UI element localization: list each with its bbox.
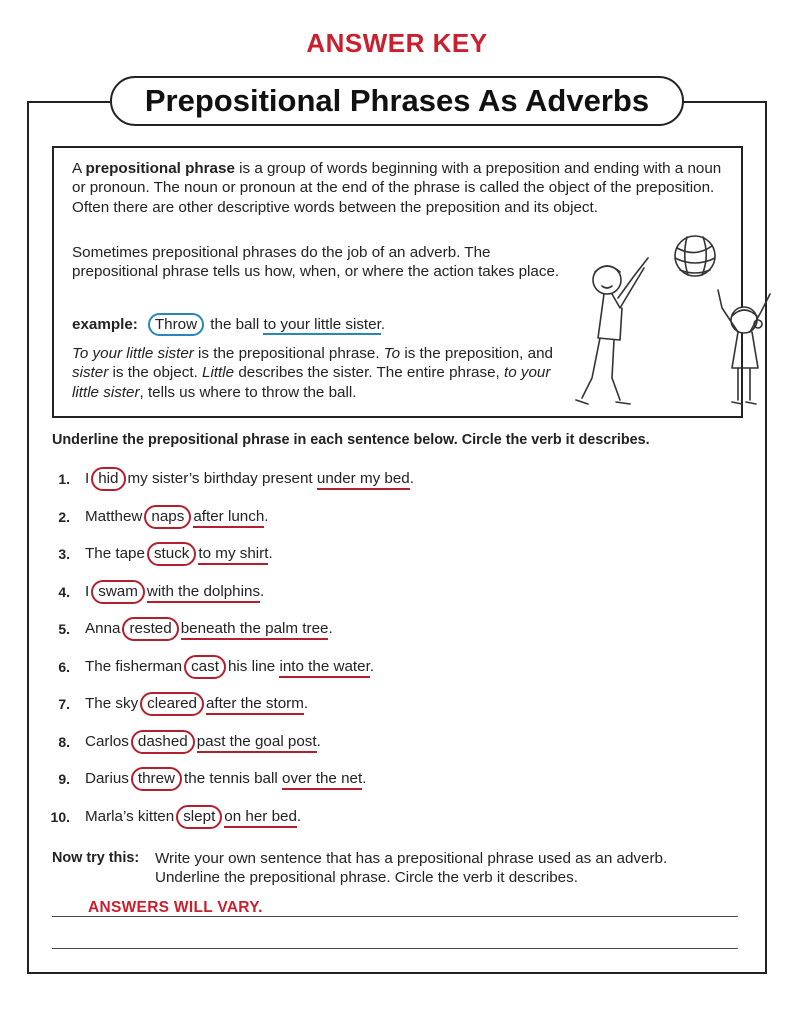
intro-text: A <box>72 160 86 177</box>
phrase-underlined: with the dolphins <box>147 583 260 603</box>
page-title: Prepositional Phrases As Adverbs <box>110 76 684 126</box>
sentence-text: Carlos <box>85 732 129 750</box>
sentence <box>85 767 366 791</box>
answer-text: ANSWERS WILL VARY. <box>88 899 263 916</box>
intro-text: is the prepositional phrase. <box>193 345 384 362</box>
item-number: 3. <box>58 546 70 562</box>
intro-text: is a group of words beginning with a preposition and ending with a noun or pronoun. The noun or pronoun at the end of the phrase is called the object of the preposition. Often there are other descriptive words between the preposition and its object. <box>72 160 722 216</box>
intro-text: is the preposition, and <box>400 345 553 362</box>
sentence-text: . <box>328 620 333 637</box>
item-number: 10. <box>50 808 70 825</box>
sentence-text: . <box>260 582 265 600</box>
intro-paragraph-explanation <box>72 344 572 402</box>
answer-line-2[interactable] <box>52 948 738 949</box>
sentence-text: Anna <box>85 620 121 637</box>
ball-icon <box>675 236 715 276</box>
sentence <box>85 580 264 604</box>
sentence <box>85 692 308 716</box>
sentence <box>85 467 414 491</box>
try-this-label: Now try this: <box>52 850 140 866</box>
example-text: . <box>380 316 386 333</box>
phrase-underlined: on her bed <box>224 808 297 828</box>
phrase-underlined: after the storm <box>206 695 304 715</box>
phrase-underlined: to my shirt <box>198 545 268 565</box>
italic-text: to your little sister <box>72 364 551 401</box>
term-bold: prepositional phrase <box>85 160 235 177</box>
item-number: 1. <box>58 471 70 487</box>
answer-key-heading: ANSWER KEY <box>306 28 488 58</box>
sentence <box>85 505 269 529</box>
sentence <box>85 730 321 754</box>
sentence-text: . <box>264 507 269 525</box>
kids-throwing-ball-illustration <box>562 228 782 428</box>
try-this-text: Write your own sentence that has a prepositional phrase used as an adverb. Underline the prepositional phrase. Circle the verb it describes. <box>155 850 668 886</box>
item-number: 8. <box>58 733 70 750</box>
italic-text: To your little sister <box>72 345 194 362</box>
phrase-underlined: past the goal post <box>197 733 317 753</box>
sentence-text: . <box>409 470 414 487</box>
item-number: 7. <box>58 696 70 712</box>
verb-circled: hid <box>91 467 125 491</box>
verb-circled: threw <box>131 767 182 791</box>
verb-circled: slept <box>176 805 222 829</box>
item-number: 4. <box>58 583 70 600</box>
girl-figure <box>718 290 770 404</box>
sentence-text: . <box>303 695 309 712</box>
sentence-text: I <box>85 470 90 487</box>
item-number: 6. <box>58 658 70 675</box>
sentence <box>85 617 333 641</box>
sentence-text: . <box>268 545 273 562</box>
italic-text: Little <box>202 364 235 382</box>
sentence-text: The tape <box>85 545 145 562</box>
sentence-text: I <box>85 582 90 600</box>
instructions: Underline the prepositional phrase in each sentence below. Circle the verb it describes. <box>52 432 650 448</box>
phrase-underlined: after lunch <box>193 508 264 528</box>
phrase-underlined: into the water <box>279 658 369 678</box>
sentence <box>85 655 374 679</box>
sentence-text: . <box>316 732 321 750</box>
sentence <box>85 805 301 829</box>
boy-figure <box>576 258 648 404</box>
verb-circled: cleared <box>140 692 204 716</box>
sentence-text: the tennis ball <box>184 770 278 787</box>
verb-circled: dashed <box>131 730 195 754</box>
intro-paragraph-definition <box>72 159 732 217</box>
phrase-underlined: under my bed <box>317 470 410 490</box>
intro-paragraph-adverb: Sometimes prepositional phrases do the job of an adverb. The prepositional phrase tells us how, when, or where the action takes place. <box>72 244 560 281</box>
example-text: the ball <box>206 316 264 333</box>
italic-text: To <box>383 345 401 362</box>
sentence-text: The sky <box>85 695 139 712</box>
sentence-text: Marla’s kitten <box>85 807 175 825</box>
example-label: example: <box>72 316 138 333</box>
sentence-text: . <box>296 807 302 825</box>
sentence <box>85 542 273 566</box>
phrase-underlined: beneath the palm tree <box>181 620 329 640</box>
sentence-text: his line <box>227 657 276 675</box>
item-number: 9. <box>58 771 70 787</box>
verb-circled: swam <box>91 580 145 604</box>
example-phrase-underlined: to your little sister <box>263 316 381 333</box>
phrase-underlined: over the net <box>282 770 362 790</box>
example-verb-circled: Throw <box>148 313 204 336</box>
intro-text: is the object. <box>108 364 203 382</box>
sentence-text: . <box>362 770 367 787</box>
item-number: 2. <box>58 508 70 525</box>
intro-text: describes the sister. The entire phrase, <box>234 364 504 382</box>
verb-circled: naps <box>144 505 191 529</box>
example-line <box>72 313 385 336</box>
intro-text: , tells us where to throw the ball. <box>139 383 357 401</box>
italic-text: sister <box>72 364 109 382</box>
verb-circled: rested <box>122 617 178 641</box>
item-number: 5. <box>58 621 70 637</box>
sentence-text: my sister’s birthday present <box>127 470 313 487</box>
sentence-text: Matthew <box>85 507 143 525</box>
verb-circled: stuck <box>147 542 196 566</box>
sentence-text: The fisherman <box>85 657 183 675</box>
sentence-text: . <box>369 657 375 675</box>
sentence-text: Darius <box>85 770 129 787</box>
verb-circled: cast <box>184 655 226 679</box>
